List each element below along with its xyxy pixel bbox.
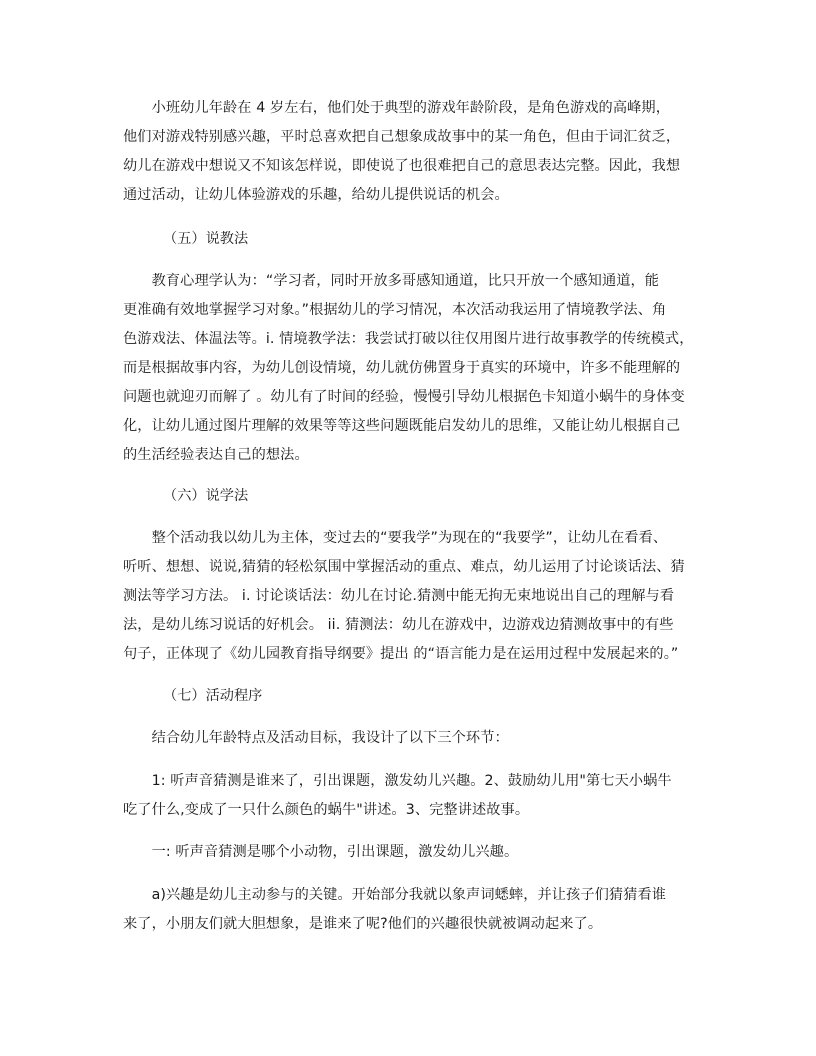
- paragraph-three-steps: [123, 767, 701, 825]
- text-line: 他们对游戏特别感兴趣，平时总喜欢把自己想象成故事中的某一角色，但由于词汇贫乏，: [123, 129, 681, 145]
- section-heading-activity-procedure: （七）活动程序: [163, 688, 263, 704]
- text-line: 1: 听声音猜测是谁来了，引出课题，激发幼儿兴趣。2、鼓励幼儿用"第七天小蜗牛: [123, 773, 672, 789]
- text-line: 的生活经验表达自己的想法。: [123, 447, 309, 463]
- text-line: 测法等学习方法。 i. 讨论谈话法：幼儿在讨论.猜测中能无拘无束地说出自己的理解与看: [123, 588, 675, 604]
- text-line: 结合幼儿年龄特点及活动目标，我设计了以下三个环节：: [123, 730, 509, 746]
- text-line: 听听、想想、说说,猜猜的轻松氛围中掌握活动的重点、难点，幼儿运用了讨论谈话法、猜: [123, 559, 685, 575]
- text-line: 更准确有效地掌握学习对象。”根据幼儿的学习情况，本次活动我运用了情境教学法、角: [123, 302, 667, 318]
- text-line: 整个活动我以幼儿为主体，变过去的“要我学”为现在的“我要学”，让幼儿在看看、: [123, 530, 668, 546]
- text-line: 句子，正体现了《幼儿园教育指导纲要》提出 的“语言能力是在运用过程中发展起来的。”: [123, 646, 679, 662]
- paragraph-learning-method: [123, 524, 701, 669]
- text-line: 小班幼儿年龄在 4 岁左右，他们处于典型的游戏年龄阶段，是角色游戏的高峰期，: [123, 100, 670, 116]
- text-line: 吃了什么,变成了一只什么颜色的蜗牛"讲述。3、完整讲述故事。: [123, 802, 530, 818]
- text-line: 一: 听声音猜测是哪个小动物，引出课题，激发幼儿兴趣。: [123, 844, 519, 860]
- paragraph-activity-overview: [123, 724, 701, 753]
- text-line: 来了，小朋友们就大胆想象，是谁来了呢?他们的兴趣很快就被调动起来了。: [123, 916, 603, 932]
- section-heading-teaching-method: （五）说教法: [163, 231, 249, 247]
- paragraph-step-one: [123, 838, 701, 867]
- section-heading-learning-method: （六）说学法: [163, 488, 249, 504]
- text-line: 法，是幼儿练习说话的好机会。 ii. 猜测法：幼儿在游戏中，边游戏边猜测故事中的有些: [123, 617, 674, 633]
- paragraph-interest: [123, 881, 701, 939]
- paragraph-age-characteristics: [123, 94, 701, 210]
- text-line: 通过活动，让幼儿体验游戏的乐趣，给幼儿提供说话的机会。: [123, 187, 509, 203]
- paragraph-teaching-method: [123, 267, 701, 470]
- text-line: 幼儿在游戏中想说又不知该怎样说，即使说了也很难把自己的意思表达完整。因此，我想: [123, 158, 681, 174]
- text-line: 而是根据故事内容，为幼儿创设情境，幼儿就仿佛置身于真实的环境中，许多不能理解的: [123, 360, 681, 376]
- text-line: 化，让幼儿通过图片理解的效果等等这些问题既能启发幼儿的思维，又能让幼儿根据自己: [123, 418, 681, 434]
- text-line: 色游戏法、体温法等。i. 情境教学法：我尝试打破以往仅用图片进行故事教学的传统模式，: [123, 331, 694, 347]
- text-line: 问题也就迎刃而解了 。幼儿有了时间的经验，慢慢引导幼儿根据色卡知道小蜗牛的身体变: [123, 389, 685, 405]
- text-line: a)兴趣是幼儿主动参与的关键。开始部分我就以象声词蟋蟀，并让孩子们猜猜看谁: [123, 887, 667, 903]
- text-line: 教育心理学认为：“学习者，同时开放多哥感知通道，比只开放一个感知通道，能: [123, 273, 660, 289]
